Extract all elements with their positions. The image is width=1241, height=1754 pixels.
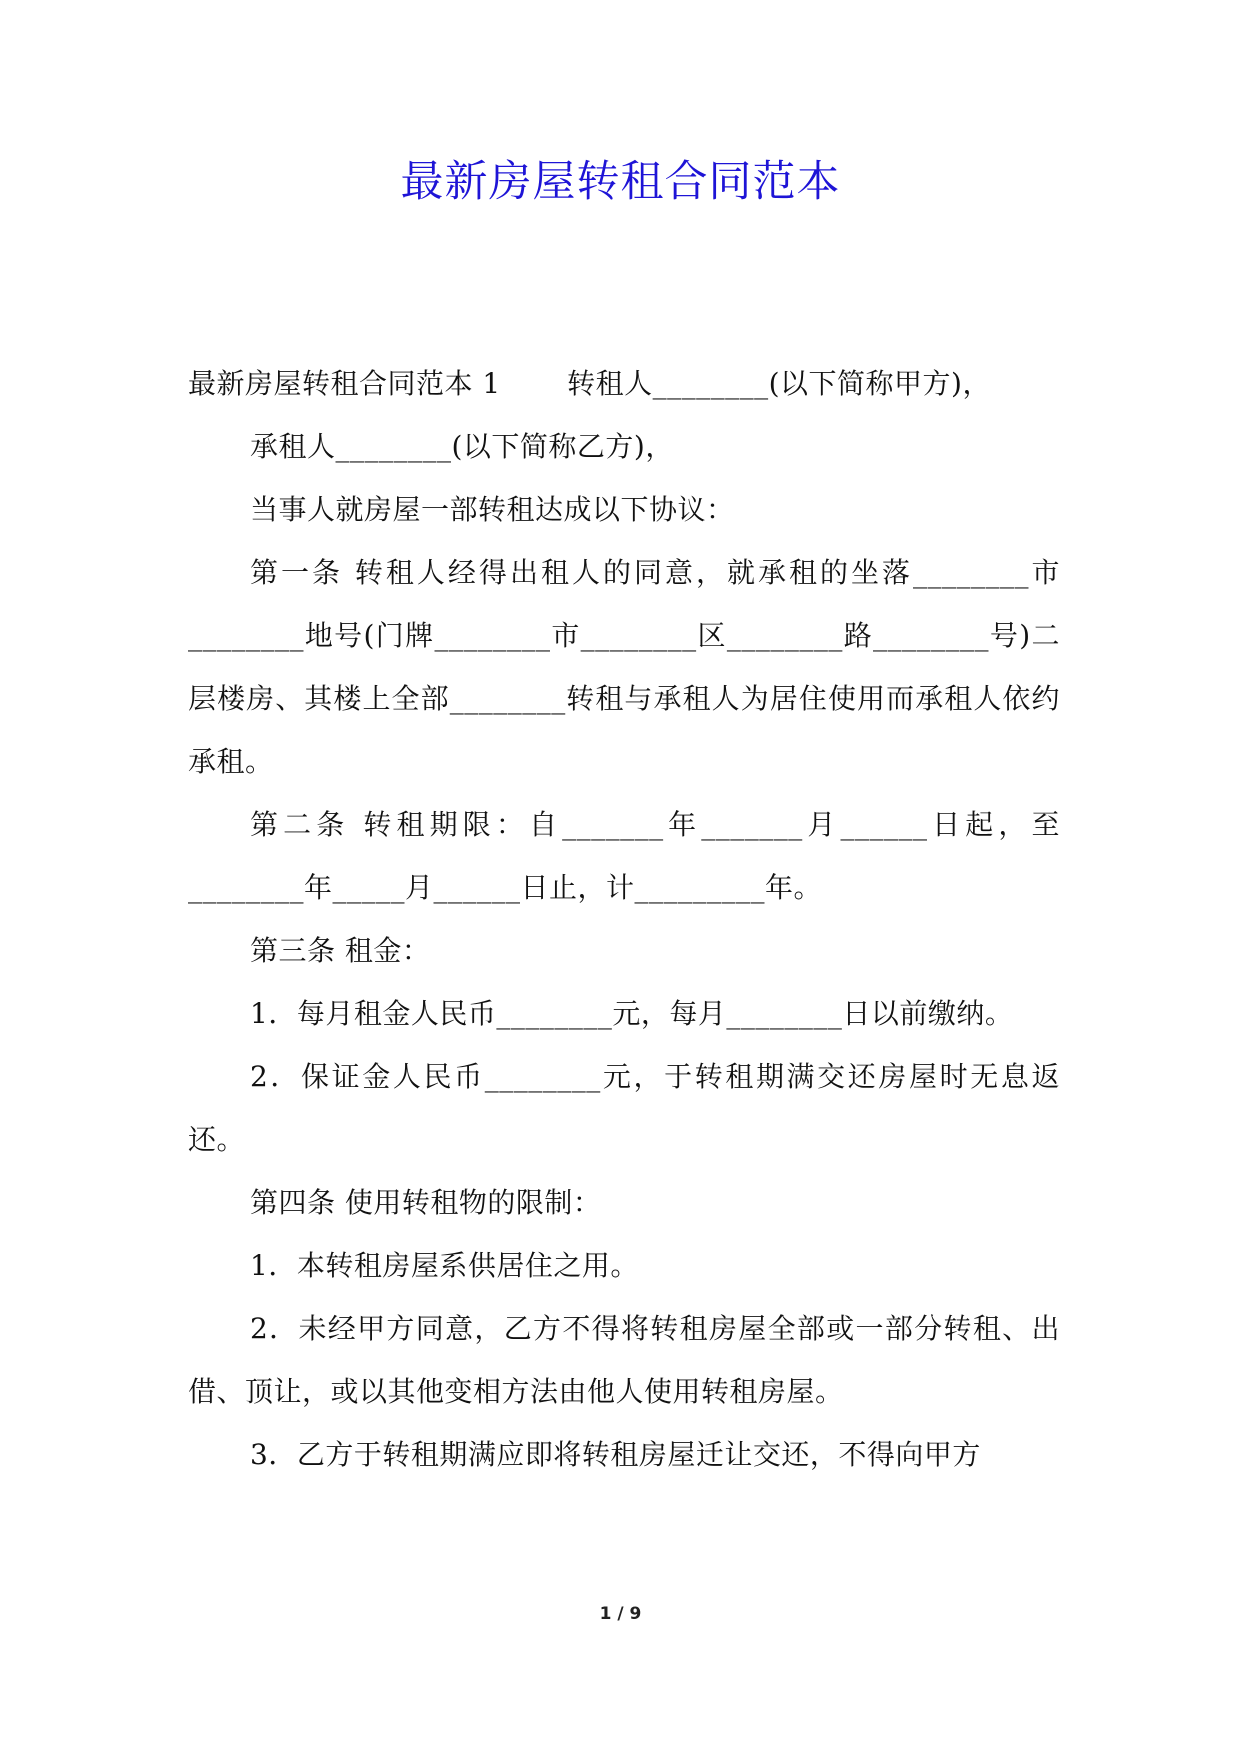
paragraph-restriction-1: 1．本转租房屋系供居住之用。 bbox=[250, 1249, 639, 1282]
paragraph-rent-item-1: 1．每月租金人民币________元，每月________日以前缴纳。 bbox=[250, 997, 1014, 1030]
paragraph-restriction-3: 3．乙方于转租期满应即将转租房屋迁让交还，不得向甲方 bbox=[250, 1438, 981, 1471]
paragraph-intro: 最新房屋转租合同范本 1 转租人________(以下简称甲方)， bbox=[188, 367, 991, 400]
paragraph-restriction-2: 2．未经甲方同意，乙方不得将转租房屋全部或一部分转租、出借、顶让，或以其他变相方法由他人使用转租房屋。 bbox=[188, 1312, 1060, 1408]
paragraph-agreement: 当事人就房屋一部转租达成以下协议： bbox=[250, 493, 735, 526]
page-number: 1 / 9 bbox=[599, 1604, 642, 1624]
paragraph-article-2: 第二条 转租期限：自_______年_______月______日起，至________年_____月______日止，计_________年。 bbox=[188, 808, 1060, 904]
paragraph-article-4: 第四条 使用转租物的限制： bbox=[250, 1186, 602, 1219]
paragraph-article-1: 第一条 转租人经得出租人的同意，就承租的坐落________市________地号(门牌________市________区________路________号)二层楼房、其楼上全部________转租与承租人为居住使用而承租人依约承租。 bbox=[188, 556, 1060, 778]
document-title: 最新房屋转租合同范本 bbox=[400, 157, 841, 207]
contract-body bbox=[188, 352, 1060, 1486]
paragraph-article-3: 第三条 租金： bbox=[250, 934, 431, 967]
paragraph-rent-item-2: 2．保证金人民币________元，于转租期满交还房屋时无息返还。 bbox=[188, 1060, 1060, 1156]
paragraph-lessee: 承租人________(以下简称乙方)， bbox=[250, 430, 674, 463]
